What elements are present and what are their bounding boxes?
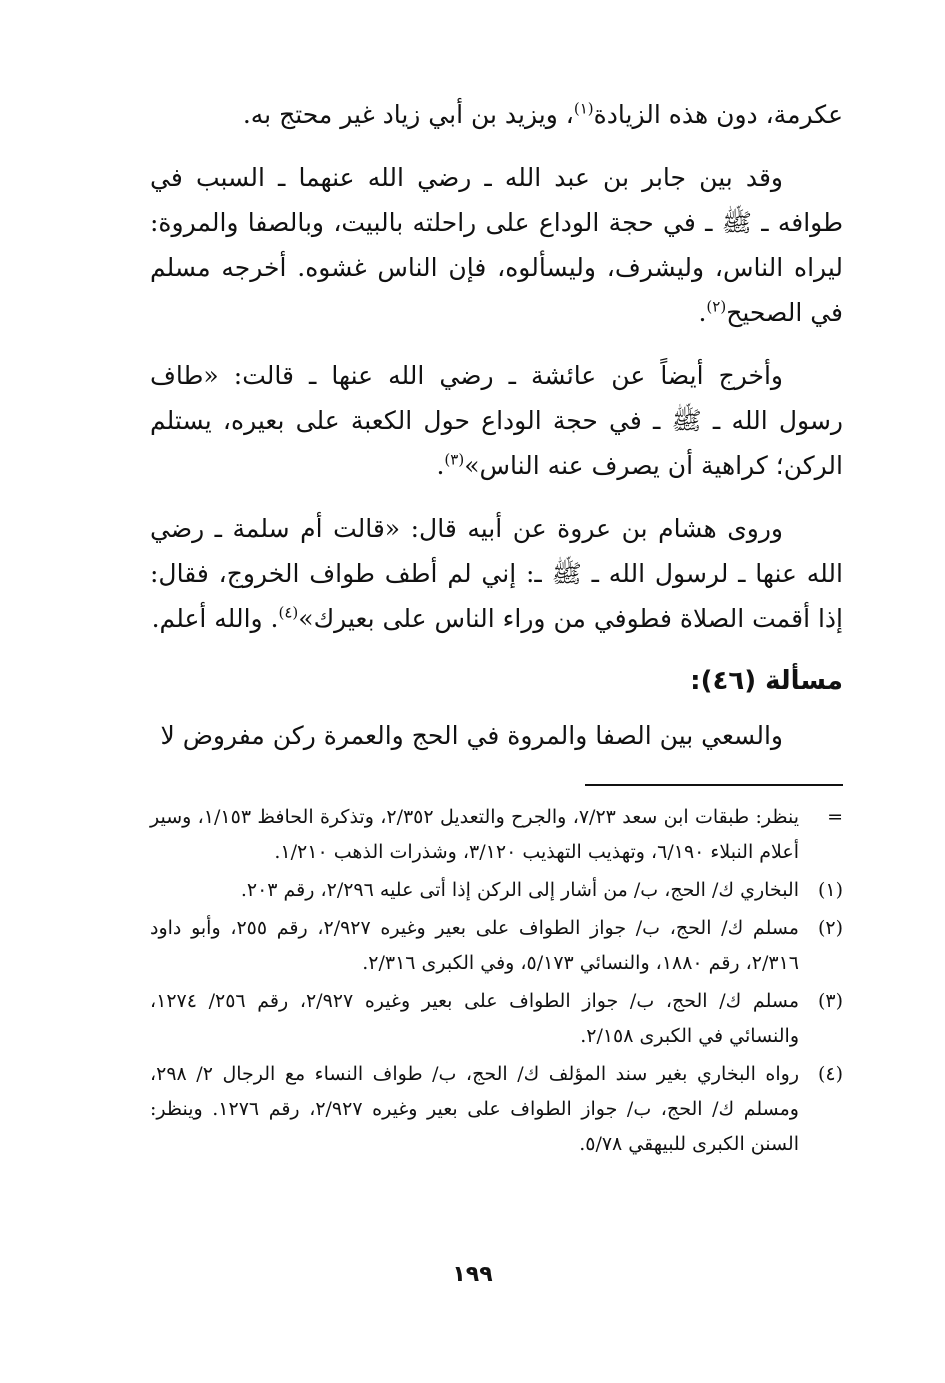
body-paragraph <box>150 92 843 137</box>
footnote-divider <box>585 784 843 786</box>
closing-line: والسعي بين الصفا والمروة في الحج والعمرة ركن مفروض لا <box>160 721 783 750</box>
footnotes <box>150 800 843 1162</box>
footnote-mark: (٤) <box>817 1063 843 1085</box>
footnote-mark: (٣) <box>817 990 843 1012</box>
paragraph-text: وقد بين جابر بن عبد الله ـ رضي الله عنهما ـ السبب في طوافه ـ ﷺ ـ في حجة الوداع على راحلته بالبيت، وبالصفا والمروة: ليراه الناس، وليشرف، وليسألوه، فإن الناس غشوه. أخرجه مسلم في الصحيح <box>150 163 843 327</box>
footnote-reference[interactable]: (١) <box>573 99 594 118</box>
footnote-text: البخاري ك/ الحج، ب/ من أشار إلى الركن إذا أتى عليه ٢/٢٩٦، رقم ٢٠٣. <box>240 879 799 901</box>
paragraph-text: . <box>698 298 707 327</box>
paragraph-text: . <box>436 451 445 480</box>
paragraph-text: وأخرج أيضاً عن عائشة ـ رضي الله عنها ـ قالت: «طاف رسول الله ـ ﷺ ـ في حجة الوداع حول الكعبة على بعيره، يستلم الركن؛ كراهية أن يصرف عنه الناس» <box>150 361 843 480</box>
body-paragraph <box>150 506 843 641</box>
paragraph-text: . والله أعلم. <box>151 604 279 633</box>
footnote-reference[interactable]: (٢) <box>706 297 727 316</box>
footnote-mark: = <box>827 806 843 828</box>
footnote-reference[interactable]: (٤) <box>278 603 299 622</box>
footnote-mark: (٢) <box>817 917 843 939</box>
page-body <box>150 92 843 1165</box>
footnote-text: ينظر: طبقات ابن سعد ٧/٢٣، والجرح والتعديل ٢/٣٥٢، وتذكرة الحافظ ١/١٥٣، وسير أعلام النبلاء ٦/١٩٠، وتهذيب التهذيب ٣/١٢٠، وشذرات الذهب ١/٢١٠. <box>150 806 799 863</box>
footnote-text: مسلم ك/ الحج، ب/ جواز الطواف على بعير وغيره ٢/٩٢٧، رقم ٢٥٦/ ١٢٧٤، والنسائي في الكبرى ٢/١٥٨. <box>150 990 799 1047</box>
body-paragraph <box>150 155 843 335</box>
page-number: ١٩٩ <box>452 1262 493 1287</box>
footnote-text: رواه البخاري بغير سند المؤلف ك/ الحج، ب/ طواف النساء مع الرجال ٢/ ٢٩٨، ومسلم ك/ الحج، ب/ جواز الطواف على بعير وغيره ٢/٩٢٧، رقم ١٢٧٦. وينظر: السنن الكبرى للبيهقي ٥/٧٨. <box>150 1063 799 1155</box>
paragraph-text: وروى هشام بن عروة عن أبيه قال: «قالت أم سلمة ـ رضي الله عنها ـ لرسول الله ـ ﷺ ـ: إني لم أطف طواف الخروج، فقال: إذا أقمت الصلاة فطوفي من وراء الناس على بعيرك» <box>150 514 843 633</box>
section-heading: مسألة (٤٦): <box>690 666 843 696</box>
footnote-text: مسلم ك/ الحج، ب/ جواز الطواف على بعير وغيره ٢/٩٢٧، رقم ٢٥٥، وأبو داود ٢/٣١٦، رقم ١٨٨٠، والنسائي ٥/١٧٣، وفي الكبرى ٢/٣١٦. <box>150 917 799 974</box>
paragraph-text: عكرمة، دون هذه الزيادة <box>593 100 843 129</box>
footnote-mark: (١) <box>817 879 843 901</box>
body-paragraph <box>150 353 843 488</box>
footnote-item <box>150 873 843 908</box>
footnote-item <box>150 800 843 870</box>
footnote-reference[interactable]: (٣) <box>444 450 465 469</box>
footnote-item <box>150 1057 843 1162</box>
footnote-item <box>150 911 843 981</box>
paragraph-text: ، ويزيد بن أبي زياد غير محتج به. <box>242 100 574 129</box>
footnote-item <box>150 984 843 1054</box>
